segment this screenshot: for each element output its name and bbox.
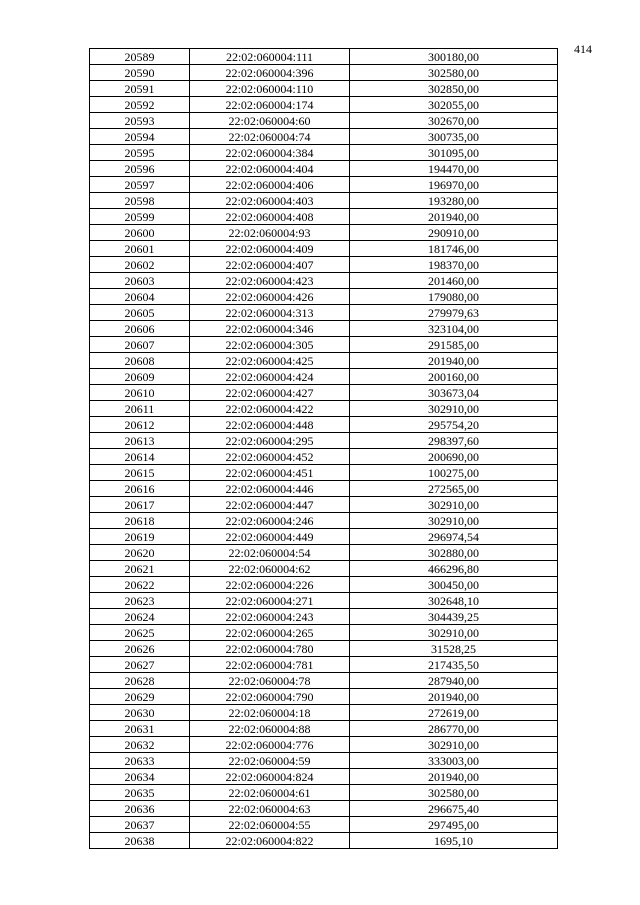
cadastral-number-cell: 22:02:060004:404 bbox=[190, 161, 350, 177]
table-row bbox=[90, 321, 558, 337]
cadastral-value-cell: 302910,00 bbox=[350, 737, 558, 753]
row-number-cell: 20623 bbox=[90, 593, 190, 609]
table-row bbox=[90, 481, 558, 497]
table-row bbox=[90, 305, 558, 321]
cadastral-number-cell: 22:02:060004:61 bbox=[190, 785, 350, 801]
table-row bbox=[90, 449, 558, 465]
cadastral-value-cell: 1695,10 bbox=[350, 833, 558, 849]
row-number-cell: 20611 bbox=[90, 401, 190, 417]
row-number-cell: 20597 bbox=[90, 177, 190, 193]
row-number-cell: 20595 bbox=[90, 145, 190, 161]
cadastral-value-cell: 302910,00 bbox=[350, 497, 558, 513]
table-row bbox=[90, 689, 558, 705]
cadastral-number-cell: 22:02:060004:781 bbox=[190, 657, 350, 673]
row-number-cell: 20630 bbox=[90, 705, 190, 721]
cadastral-number-cell: 22:02:060004:396 bbox=[190, 65, 350, 81]
cadastral-number-cell: 22:02:060004:60 bbox=[190, 113, 350, 129]
table-row bbox=[90, 257, 558, 273]
cadastral-value-cell: 201940,00 bbox=[350, 769, 558, 785]
cadastral-number-cell: 22:02:060004:265 bbox=[190, 625, 350, 641]
row-number-cell: 20600 bbox=[90, 225, 190, 241]
row-number-cell: 20633 bbox=[90, 753, 190, 769]
row-number-cell: 20589 bbox=[90, 49, 190, 65]
cadastral-value-cell: 272619,00 bbox=[350, 705, 558, 721]
row-number-cell: 20593 bbox=[90, 113, 190, 129]
table-row bbox=[90, 657, 558, 673]
table-row bbox=[90, 673, 558, 689]
table-row bbox=[90, 433, 558, 449]
row-number-cell: 20610 bbox=[90, 385, 190, 401]
table-row bbox=[90, 97, 558, 113]
cadastral-number-cell: 22:02:060004:246 bbox=[190, 513, 350, 529]
cadastral-number-cell: 22:02:060004:62 bbox=[190, 561, 350, 577]
cadastral-number-cell: 22:02:060004:447 bbox=[190, 497, 350, 513]
cadastral-value-cell: 301095,00 bbox=[350, 145, 558, 161]
cadastral-value-cell: 201940,00 bbox=[350, 689, 558, 705]
cadastral-value-cell: 198370,00 bbox=[350, 257, 558, 273]
cadastral-value-cell: 200690,00 bbox=[350, 449, 558, 465]
cadastral-value-cell: 302880,00 bbox=[350, 545, 558, 561]
cadastral-number-cell: 22:02:060004:93 bbox=[190, 225, 350, 241]
cadastral-number-cell: 22:02:060004:449 bbox=[190, 529, 350, 545]
row-number-cell: 20598 bbox=[90, 193, 190, 209]
cadastral-number-cell: 22:02:060004:776 bbox=[190, 737, 350, 753]
cadastral-value-cell: 291585,00 bbox=[350, 337, 558, 353]
cadastral-value-cell: 302910,00 bbox=[350, 401, 558, 417]
cadastral-value-cell: 302850,00 bbox=[350, 81, 558, 97]
cadastral-value-cell: 298397,60 bbox=[350, 433, 558, 449]
row-number-cell: 20613 bbox=[90, 433, 190, 449]
row-number-cell: 20625 bbox=[90, 625, 190, 641]
row-number-cell: 20603 bbox=[90, 273, 190, 289]
cadastral-number-cell: 22:02:060004:78 bbox=[190, 673, 350, 689]
cadastral-number-cell: 22:02:060004:313 bbox=[190, 305, 350, 321]
cadastral-value-cell: 297495,00 bbox=[350, 817, 558, 833]
cadastral-value-cell: 200160,00 bbox=[350, 369, 558, 385]
table-row bbox=[90, 545, 558, 561]
cadastral-value-cell: 295754,20 bbox=[350, 417, 558, 433]
table-row bbox=[90, 145, 558, 161]
table-row bbox=[90, 577, 558, 593]
table-row bbox=[90, 561, 558, 577]
row-number-cell: 20608 bbox=[90, 353, 190, 369]
table-row bbox=[90, 833, 558, 849]
table-row bbox=[90, 113, 558, 129]
page-number: 414 bbox=[574, 42, 592, 56]
cadastral-number-cell: 22:02:060004:295 bbox=[190, 433, 350, 449]
cadastral-value-cell: 466296,80 bbox=[350, 561, 558, 577]
table-row bbox=[90, 353, 558, 369]
cadastral-value-cell: 302910,00 bbox=[350, 625, 558, 641]
row-number-cell: 20607 bbox=[90, 337, 190, 353]
cadastral-number-cell: 22:02:060004:174 bbox=[190, 97, 350, 113]
table-row bbox=[90, 129, 558, 145]
row-number-cell: 20596 bbox=[90, 161, 190, 177]
cadastral-value-cell: 201460,00 bbox=[350, 273, 558, 289]
table-row bbox=[90, 273, 558, 289]
row-number-cell: 20627 bbox=[90, 657, 190, 673]
cadastral-number-cell: 22:02:060004:55 bbox=[190, 817, 350, 833]
cadastral-number-cell: 22:02:060004:63 bbox=[190, 801, 350, 817]
row-number-cell: 20617 bbox=[90, 497, 190, 513]
cadastral-number-cell: 22:02:060004:111 bbox=[190, 49, 350, 65]
cadastral-value-cell: 201940,00 bbox=[350, 353, 558, 369]
table-row bbox=[90, 337, 558, 353]
row-number-cell: 20594 bbox=[90, 129, 190, 145]
row-number-cell: 20635 bbox=[90, 785, 190, 801]
cadastral-number-cell: 22:02:060004:409 bbox=[190, 241, 350, 257]
cadastral-number-cell: 22:02:060004:403 bbox=[190, 193, 350, 209]
cadastral-value-cell: 300735,00 bbox=[350, 129, 558, 145]
row-number-cell: 20618 bbox=[90, 513, 190, 529]
cadastral-number-cell: 22:02:060004:780 bbox=[190, 641, 350, 657]
table-row bbox=[90, 193, 558, 209]
cadastral-value-cell: 300450,00 bbox=[350, 577, 558, 593]
row-number-cell: 20612 bbox=[90, 417, 190, 433]
cadastral-value-cell: 304439,25 bbox=[350, 609, 558, 625]
table-row bbox=[90, 209, 558, 225]
cadastral-value-cell: 196970,00 bbox=[350, 177, 558, 193]
cadastral-value-cell: 272565,00 bbox=[350, 481, 558, 497]
cadastral-value-cell: 302910,00 bbox=[350, 513, 558, 529]
table-row bbox=[90, 225, 558, 241]
row-number-cell: 20628 bbox=[90, 673, 190, 689]
table-row bbox=[90, 721, 558, 737]
table-row bbox=[90, 497, 558, 513]
row-number-cell: 20590 bbox=[90, 65, 190, 81]
cadastral-value-cell: 303673,04 bbox=[350, 385, 558, 401]
table-row bbox=[90, 593, 558, 609]
cadastral-number-cell: 22:02:060004:452 bbox=[190, 449, 350, 465]
table-row bbox=[90, 801, 558, 817]
table-row bbox=[90, 417, 558, 433]
table-row bbox=[90, 177, 558, 193]
row-number-cell: 20634 bbox=[90, 769, 190, 785]
cadastral-value-cell: 31528,25 bbox=[350, 641, 558, 657]
cadastral-value-cell: 333003,00 bbox=[350, 753, 558, 769]
cadastral-value-table bbox=[89, 48, 558, 849]
cadastral-number-cell: 22:02:060004:422 bbox=[190, 401, 350, 417]
cadastral-number-cell: 22:02:060004:407 bbox=[190, 257, 350, 273]
row-number-cell: 20621 bbox=[90, 561, 190, 577]
cadastral-number-cell: 22:02:060004:406 bbox=[190, 177, 350, 193]
cadastral-value-cell: 194470,00 bbox=[350, 161, 558, 177]
table-body bbox=[90, 49, 558, 849]
cadastral-number-cell: 22:02:060004:822 bbox=[190, 833, 350, 849]
cadastral-value-cell: 302580,00 bbox=[350, 65, 558, 81]
cadastral-value-cell: 100275,00 bbox=[350, 465, 558, 481]
cadastral-number-cell: 22:02:060004:88 bbox=[190, 721, 350, 737]
cadastral-number-cell: 22:02:060004:384 bbox=[190, 145, 350, 161]
cadastral-number-cell: 22:02:060004:423 bbox=[190, 273, 350, 289]
row-number-cell: 20614 bbox=[90, 449, 190, 465]
row-number-cell: 20622 bbox=[90, 577, 190, 593]
row-number-cell: 20631 bbox=[90, 721, 190, 737]
cadastral-number-cell: 22:02:060004:424 bbox=[190, 369, 350, 385]
row-number-cell: 20616 bbox=[90, 481, 190, 497]
cadastral-number-cell: 22:02:060004:451 bbox=[190, 465, 350, 481]
row-number-cell: 20591 bbox=[90, 81, 190, 97]
row-number-cell: 20599 bbox=[90, 209, 190, 225]
row-number-cell: 20592 bbox=[90, 97, 190, 113]
cadastral-value-cell: 290910,00 bbox=[350, 225, 558, 241]
row-number-cell: 20620 bbox=[90, 545, 190, 561]
cadastral-number-cell: 22:02:060004:425 bbox=[190, 353, 350, 369]
row-number-cell: 20619 bbox=[90, 529, 190, 545]
cadastral-value-cell: 302670,00 bbox=[350, 113, 558, 129]
row-number-cell: 20601 bbox=[90, 241, 190, 257]
cadastral-value-cell: 302648,10 bbox=[350, 593, 558, 609]
table-row bbox=[90, 385, 558, 401]
row-number-cell: 20626 bbox=[90, 641, 190, 657]
table-row bbox=[90, 65, 558, 81]
table-row bbox=[90, 769, 558, 785]
row-number-cell: 20615 bbox=[90, 465, 190, 481]
row-number-cell: 20604 bbox=[90, 289, 190, 305]
cadastral-value-cell: 179080,00 bbox=[350, 289, 558, 305]
cadastral-value-cell: 181746,00 bbox=[350, 241, 558, 257]
cadastral-number-cell: 22:02:060004:446 bbox=[190, 481, 350, 497]
cadastral-value-cell: 217435,50 bbox=[350, 657, 558, 673]
cadastral-number-cell: 22:02:060004:790 bbox=[190, 689, 350, 705]
cadastral-value-cell: 296675,40 bbox=[350, 801, 558, 817]
table-row bbox=[90, 641, 558, 657]
cadastral-value-cell: 296974,54 bbox=[350, 529, 558, 545]
row-number-cell: 20632 bbox=[90, 737, 190, 753]
cadastral-number-cell: 22:02:060004:18 bbox=[190, 705, 350, 721]
cadastral-value-cell: 286770,00 bbox=[350, 721, 558, 737]
table-row bbox=[90, 817, 558, 833]
cadastral-number-cell: 22:02:060004:271 bbox=[190, 593, 350, 609]
cadastral-number-cell: 22:02:060004:426 bbox=[190, 289, 350, 305]
row-number-cell: 20638 bbox=[90, 833, 190, 849]
cadastral-number-cell: 22:02:060004:226 bbox=[190, 577, 350, 593]
cadastral-number-cell: 22:02:060004:59 bbox=[190, 753, 350, 769]
row-number-cell: 20605 bbox=[90, 305, 190, 321]
table-row bbox=[90, 401, 558, 417]
cadastral-number-cell: 22:02:060004:427 bbox=[190, 385, 350, 401]
cadastral-number-cell: 22:02:060004:824 bbox=[190, 769, 350, 785]
table-row bbox=[90, 81, 558, 97]
cadastral-number-cell: 22:02:060004:305 bbox=[190, 337, 350, 353]
row-number-cell: 20606 bbox=[90, 321, 190, 337]
row-number-cell: 20602 bbox=[90, 257, 190, 273]
cadastral-value-cell: 201940,00 bbox=[350, 209, 558, 225]
cadastral-value-cell: 193280,00 bbox=[350, 193, 558, 209]
cadastral-number-cell: 22:02:060004:408 bbox=[190, 209, 350, 225]
row-number-cell: 20629 bbox=[90, 689, 190, 705]
row-number-cell: 20609 bbox=[90, 369, 190, 385]
row-number-cell: 20624 bbox=[90, 609, 190, 625]
table-row bbox=[90, 465, 558, 481]
cadastral-number-cell: 22:02:060004:54 bbox=[190, 545, 350, 561]
row-number-cell: 20636 bbox=[90, 801, 190, 817]
table-row bbox=[90, 609, 558, 625]
cadastral-number-cell: 22:02:060004:448 bbox=[190, 417, 350, 433]
cadastral-value-cell: 323104,00 bbox=[350, 321, 558, 337]
table-row bbox=[90, 161, 558, 177]
table-row bbox=[90, 529, 558, 545]
cadastral-number-cell: 22:02:060004:74 bbox=[190, 129, 350, 145]
table-row bbox=[90, 49, 558, 65]
table-row bbox=[90, 369, 558, 385]
table-row bbox=[90, 753, 558, 769]
row-number-cell: 20637 bbox=[90, 817, 190, 833]
table-row bbox=[90, 737, 558, 753]
cadastral-value-cell: 279979,63 bbox=[350, 305, 558, 321]
cadastral-number-cell: 22:02:060004:346 bbox=[190, 321, 350, 337]
table-row bbox=[90, 705, 558, 721]
cadastral-value-cell: 300180,00 bbox=[350, 49, 558, 65]
table-row bbox=[90, 785, 558, 801]
table-row bbox=[90, 625, 558, 641]
cadastral-value-cell: 302580,00 bbox=[350, 785, 558, 801]
cadastral-value-cell: 302055,00 bbox=[350, 97, 558, 113]
table-row bbox=[90, 241, 558, 257]
cadastral-number-cell: 22:02:060004:110 bbox=[190, 81, 350, 97]
cadastral-number-cell: 22:02:060004:243 bbox=[190, 609, 350, 625]
table-row bbox=[90, 513, 558, 529]
table-row bbox=[90, 289, 558, 305]
cadastral-value-cell: 287940,00 bbox=[350, 673, 558, 689]
